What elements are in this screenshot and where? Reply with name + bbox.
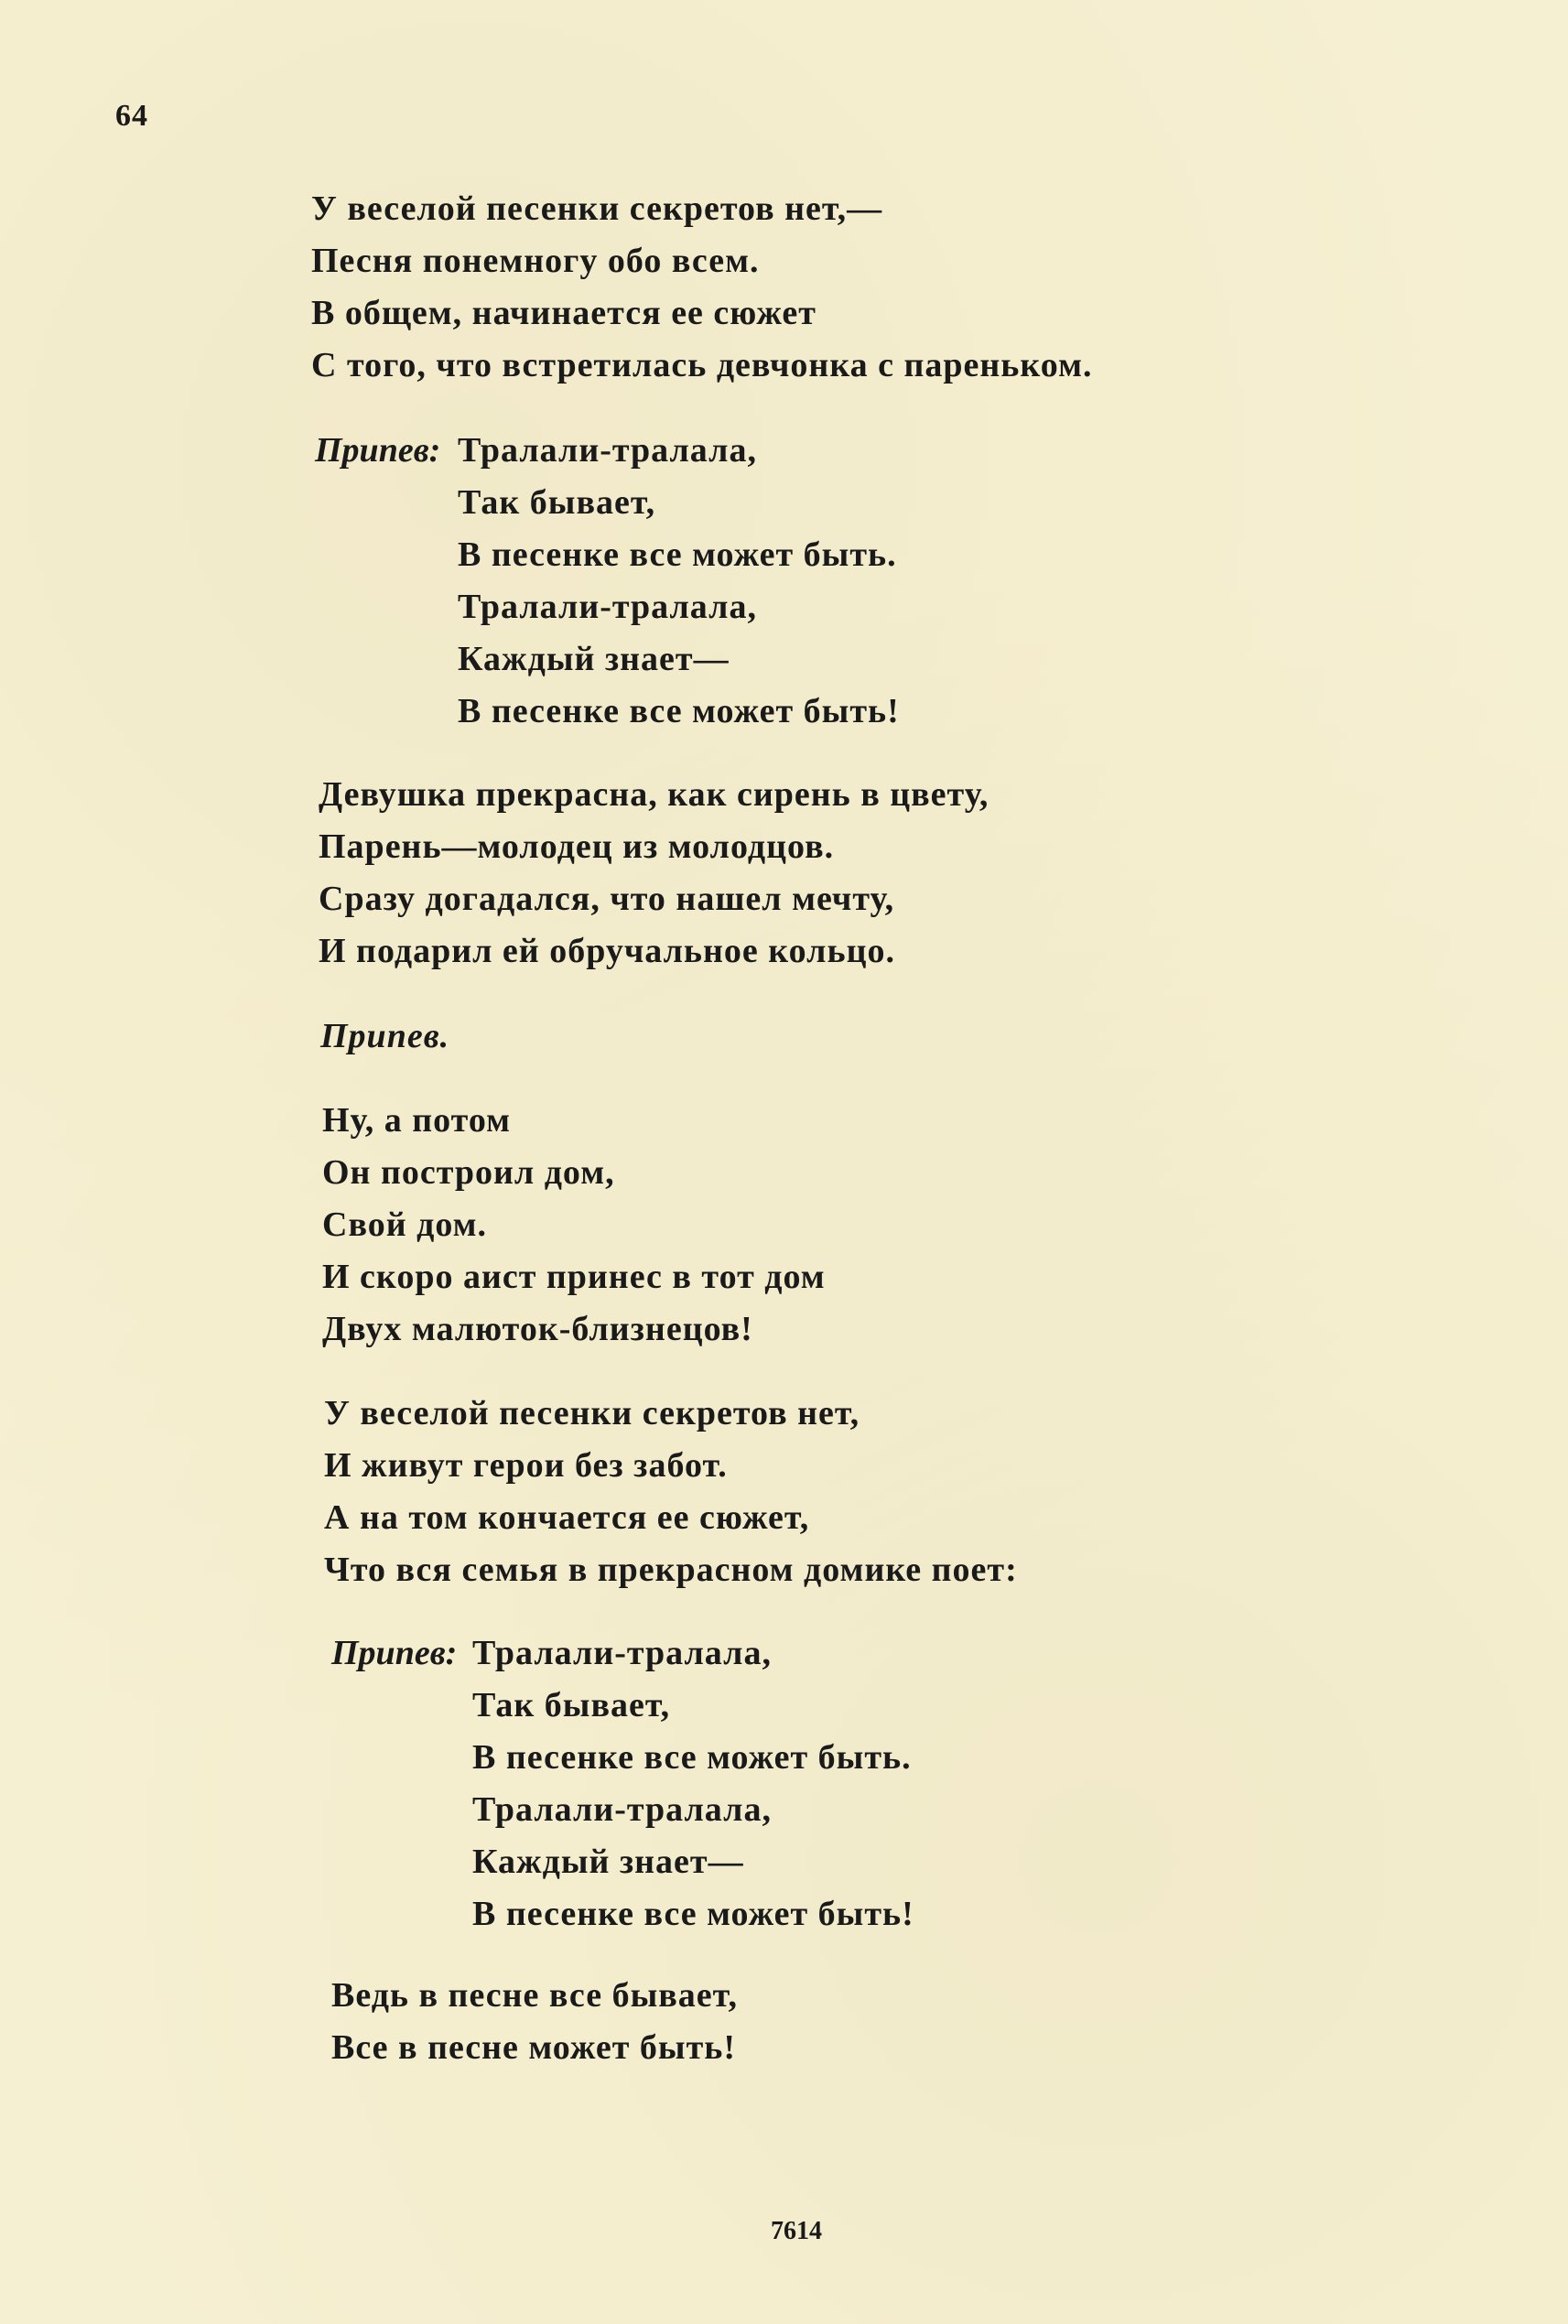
refrain-line: В песенке все может быть. (458, 535, 897, 574)
verse-line: С того, что встретилась девчонка с пареньком. (311, 346, 1093, 384)
refrain-line: Тралали-тралала, (472, 1790, 772, 1829)
verse-line: И подарил ей обручальное кольцо. (319, 932, 895, 970)
verse-line: У веселой песенки секретов нет, (324, 1394, 860, 1432)
verse-4 (324, 1388, 1018, 1596)
ending-line: Все в песне может быть! (331, 2028, 737, 2067)
refrain-line: Тралали-тралала, (458, 431, 757, 470)
verse-2 (319, 769, 989, 978)
verse-3 (322, 1095, 826, 1356)
refrain-line: В песенке все может быть! (472, 1895, 914, 1933)
refrain-line: Тралали-тралала, (472, 1634, 772, 1672)
refrain-lines (472, 1627, 914, 1940)
verse-line: И скоро аист принес в тот дом (322, 1258, 826, 1296)
refrain-line: В песенке все может быть! (458, 692, 900, 730)
page-number: 64 (115, 99, 148, 133)
verse-line: Он построил дом, (322, 1153, 615, 1192)
verse-line: Что вся семья в прекрасном домике поет: (324, 1551, 1018, 1589)
refrain-mark (320, 1011, 449, 1063)
verse-line: Парень—молодец из молодцов. (319, 827, 835, 866)
refrain-label: Припев: (315, 431, 441, 470)
ending (331, 1970, 738, 2074)
verse-line: Девушка прекрасна, как сирень в цвету, (319, 775, 989, 814)
refrain-line: Так бывает, (458, 483, 656, 522)
refrain-label: Припев: (331, 1634, 458, 1672)
refrain-line: Каждый знает— (458, 640, 730, 678)
printing-code: 7614 (771, 2217, 822, 2245)
verse-line: И живут герои без забот. (324, 1446, 728, 1485)
ending-line: Ведь в песне все бывает, (331, 1976, 738, 2015)
verse-1 (311, 183, 1092, 392)
verse-line: Ну, а потом (322, 1101, 511, 1140)
refrain-line: В песенке все может быть. (472, 1738, 912, 1777)
refrain-short-label: Припев. (320, 1017, 450, 1055)
verse-line: Сразу догадался, что нашел мечту, (319, 880, 895, 918)
verse-line: Песня понемногу обо всем. (311, 242, 760, 280)
verse-line: А на том кончается ее сюжет, (324, 1498, 810, 1537)
verse-line: У веселой песенки секретов нет,— (311, 189, 883, 228)
refrain-line: Тралали-тралала, (458, 588, 757, 626)
refrain-lines (458, 425, 900, 738)
verse-line: В общем, начинается ее сюжет (311, 294, 816, 332)
verse-line: Двух малюток-близнецов! (322, 1310, 753, 1348)
refrain-line: Так бывает, (472, 1686, 671, 1724)
refrain-line: Каждый знает— (472, 1843, 744, 1881)
verse-line: Свой дом. (322, 1205, 487, 1244)
